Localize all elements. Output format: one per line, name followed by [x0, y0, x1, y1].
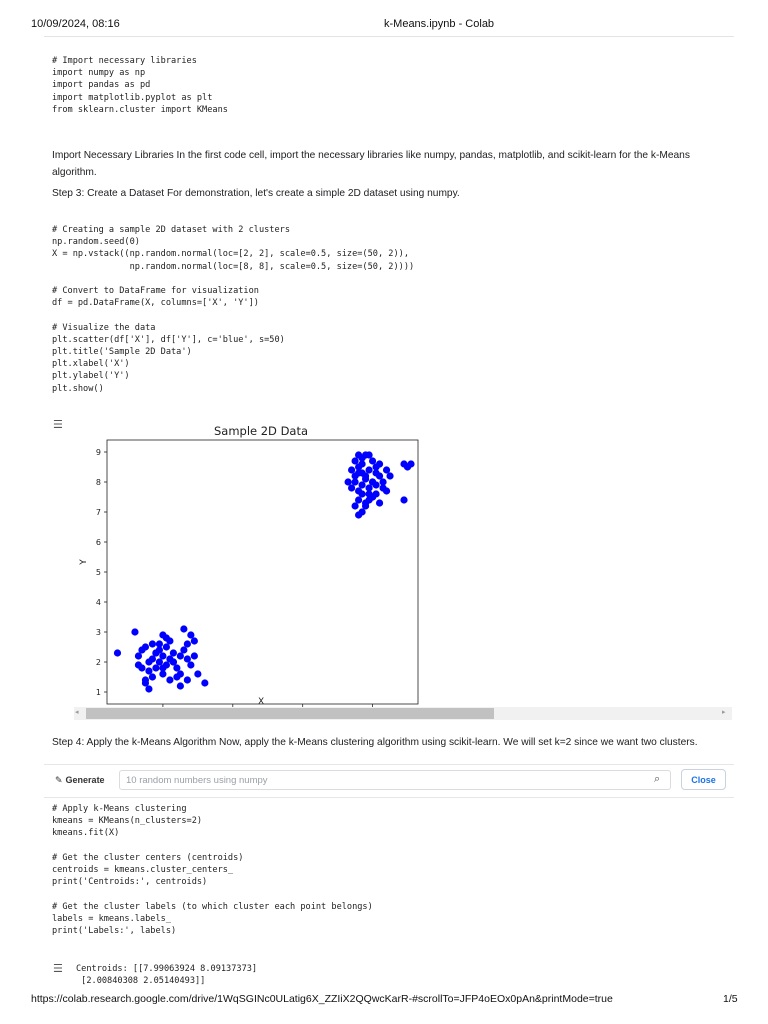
generate-button[interactable]: [55, 775, 105, 786]
scatter-point: [376, 472, 383, 479]
output-toggle-icon[interactable]: ☰: [53, 418, 63, 431]
scatter-point: [383, 487, 390, 494]
scatter-point: [177, 682, 184, 689]
scatter-point: [170, 649, 177, 656]
scatter-point: [149, 673, 156, 680]
y-tick-label: 9: [95, 448, 101, 457]
scatter-point: [166, 676, 173, 683]
y-tick-label: 5: [95, 568, 101, 577]
scatter-point: [352, 502, 359, 509]
text-cell-step-3: Step 3: Create a Dataset For demonstration, let's create a simple 2D dataset using numpy.: [52, 188, 460, 199]
scatter-point: [184, 640, 191, 647]
scatter-point: [131, 628, 138, 635]
x-axis-label: X: [258, 697, 265, 707]
scatter-point: [149, 640, 156, 647]
scatter-point: [173, 664, 180, 671]
document-title: k-Means.ipynb - Colab: [384, 18, 495, 30]
scatter-point: [191, 637, 198, 644]
y-axis: [96, 448, 107, 697]
scatter-point: [135, 652, 142, 659]
header-divider: [44, 36, 734, 37]
scatter-point: [187, 661, 194, 668]
y-tick-label: 7: [95, 508, 101, 517]
scatter-point: [201, 679, 208, 686]
scatter-point: [114, 649, 121, 656]
scatter-point: [180, 646, 187, 653]
scatter-point: [149, 655, 156, 662]
scatter-point: [365, 451, 372, 458]
scatter-point: [348, 484, 355, 491]
scatter-point: [187, 631, 194, 638]
scatter-point: [159, 652, 166, 659]
magic-wand-icon: ✎: [55, 776, 63, 786]
scatter-point: [376, 499, 383, 506]
y-axis-label: Y: [79, 559, 89, 565]
scatter-point: [369, 457, 376, 464]
scatter-point: [362, 472, 369, 479]
code-cell-dataset[interactable]: # Creating a sample 2D dataset with 2 clusters np.random.seed(0) X = np.vstack((np.random.normal(loc=[2, 2], scale=0.5, size=(50, 2)), np.random.normal(loc=[8, 8], scale=0.5, size=(50, 2)))) # Convert to DataFrame for visualization df = pd.DataFrame(X, columns=['X', 'Y']) # Visualize the data plt.scatter(df['X'], df['Y'], c='blue', s=50) plt.title('Sample 2D Data') plt.xlabel('X') plt.ylabel('Y') plt.show(): [52, 225, 415, 394]
scatter-point: [152, 649, 159, 656]
scatter-point: [156, 658, 163, 665]
scatter-point: [191, 652, 198, 659]
scatter-plot: [74, 420, 424, 710]
scatter-point: [352, 457, 359, 464]
y-tick-label: 4: [95, 598, 101, 607]
scatter-point: [355, 511, 362, 518]
scatter-point: [352, 478, 359, 485]
scatter-point: [355, 496, 362, 503]
centroids-output: Centroids: [[7.99063924 8.09137373] [2.00840308 2.05140493]]: [76, 964, 258, 987]
text-cell-step-4: Step 4: Apply the k-Means Algorithm Now, apply the k-Means clustering algorithm using scikit-learn. We will set k=2 since we want two clusters.: [52, 737, 698, 748]
scatter-point: [345, 478, 352, 485]
data-points: [114, 451, 415, 692]
scatter-point: [362, 502, 369, 509]
y-tick-label: 6: [95, 538, 101, 547]
scatter-point: [369, 478, 376, 485]
scatter-point: [184, 676, 191, 683]
scatter-point: [358, 481, 365, 488]
scatter-point: [184, 655, 191, 662]
scatter-point: [177, 652, 184, 659]
scatter-point: [383, 466, 390, 473]
scatter-point: [365, 466, 372, 473]
scatter-point: [407, 460, 414, 467]
scatter-point: [355, 469, 362, 476]
scatter-point: [145, 667, 152, 674]
scatter-point: [386, 472, 393, 479]
y-tick-label: 2: [95, 658, 101, 667]
generate-button-label: Generate: [65, 775, 105, 785]
scatter-point: [400, 496, 407, 503]
y-tick-label: 8: [95, 478, 101, 487]
scatter-point: [358, 454, 365, 461]
y-tick-label: 1: [95, 688, 101, 697]
close-button[interactable]: Close: [681, 769, 726, 790]
scroll-right-icon[interactable]: ▸: [722, 709, 726, 716]
print-datetime: 10/09/2024, 08:16: [31, 18, 120, 30]
search-icon[interactable]: ⌕: [654, 772, 661, 785]
code-cell-imports[interactable]: # Import necessary libraries import numpy as np import pandas as pd import matplotlib.pyplot as plt from sklearn.cluster import KMeans: [52, 56, 228, 115]
scatter-point: [372, 463, 379, 470]
scatter-point: [135, 661, 142, 668]
scatter-point: [142, 643, 149, 650]
page-url: https://colab.research.google.com/drive/1WqSGINc0ULatig6X_ZZIiX2QQwcKarR-#scrollTo=JFP4oEOx0pAn&printMode=true: [31, 993, 613, 1005]
scatter-point: [348, 466, 355, 473]
scatter-point: [180, 625, 187, 632]
chart-title: Sample 2D Data: [213, 424, 309, 438]
output-scrollbar-thumb[interactable]: [86, 708, 494, 719]
text-cell-import-libraries: Import Necessary Libraries In the first code cell, import the necessary libraries like numpy, pandas, matplotlib, and scikit-learn for the k-Means algorithm.: [52, 150, 690, 178]
output-toggle-icon-2[interactable]: ☰: [53, 962, 63, 975]
y-tick-label: 3: [95, 628, 101, 637]
scatter-point: [194, 670, 201, 677]
scatter-point: [365, 484, 372, 491]
scatter-point: [163, 643, 170, 650]
code-cell-kmeans[interactable]: # Apply k-Means clustering kmeans = KMeans(n_clusters=2) kmeans.fit(X) # Get the cluster centers (centroids) centroids = kmeans.cluster_centers_ print('Centroids:', centroids) # Get the cluster labels (to which cluster each point belongs) labels = kmeans.labels_ print('Labels:', labels): [52, 804, 373, 937]
scatter-point: [142, 679, 149, 686]
scatter-point: [369, 493, 376, 500]
generate-prompt-input[interactable]: [119, 770, 671, 790]
page-number: 1/5: [723, 993, 738, 1005]
scatter-point: [177, 670, 184, 677]
scroll-left-icon[interactable]: ◂: [75, 709, 79, 716]
scatter-point: [152, 664, 159, 671]
scatter-point: [170, 658, 177, 665]
scatter-point: [163, 634, 170, 641]
scatter-point: [145, 685, 152, 692]
scatter-point: [159, 664, 166, 671]
scatter-point: [358, 490, 365, 497]
